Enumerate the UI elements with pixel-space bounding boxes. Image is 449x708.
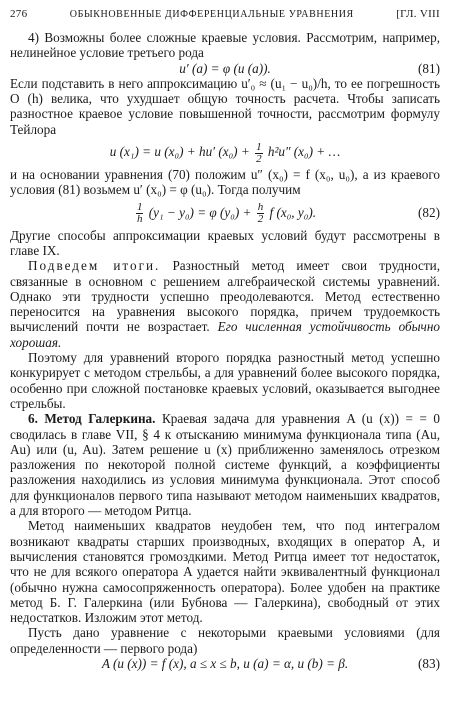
paragraph-approximation: Если подставить в него аппроксимацию u′₀ ≈ (u₁ − u₀)/h, то ее погрешность O (h) велика, что ухудшает общую точность расчета. Чтобы записать разностное краевое условие повышенной точности, рассмотрим формулу Тейлора	[10, 75, 440, 137]
eq82-fraction-1	[136, 202, 144, 225]
eq82-middle: (y₁ − y₀) = φ (y₀) +	[145, 204, 255, 220]
equation-82	[10, 198, 440, 228]
eq82-frac2-num: h	[257, 201, 264, 214]
paragraph-other-methods: Другие способы аппроксимации краевых условий будут рассмотрены в главе IX.	[10, 227, 440, 258]
taylor-left: u (x₁) = u (x₀) + hu′ (x₀) +	[109, 144, 254, 160]
taylor-frac-num: 1	[256, 140, 262, 153]
taylor-right: h²u″ (x₀) + …	[264, 144, 341, 160]
paragraph-least-squares: Метод наименьших квадратов неудобен тем, что под интегралом возникают квадраты старших производных, входящих в оператор A, и вычисления становятся громоздкими. Метод Ритца имеет тот недостаток, что не для всякого оператора A удается найти эквивалентный функционал (обычно нужна самосопряженность оператора). Более удобен на практике метод Б. Г. Галеркина (или Бубнова — Галеркина), свободный от этих недостатков. Изложим этот метод.	[10, 518, 440, 626]
paragraph-conclusion: Поэтому для уравнений второго порядка разностный метод успешно конкурирует с методом стрельбы, а для уравнений более высокого порядка, особенно при сложной постановке краевых условий, оказывается выгоднее стрельбы.	[10, 350, 440, 411]
equation-83-number: (83)	[418, 655, 440, 671]
page	[10, 8, 440, 671]
page-number: 276	[10, 8, 28, 20]
paragraph-derivation: и на основании уравнения (70) положим u″ (x₀) = f (x₀, u₀), а из краевого условия (81) возьмем u′ (x₀) = φ (u₀). Тогда получим	[10, 167, 440, 198]
running-title: ОБЫКНОВЕННЫЕ ДИФФЕРЕНЦИАЛЬНЫЕ УРАВНЕНИЯ	[69, 9, 354, 20]
chapter-label: [ГЛ. VIII	[396, 8, 440, 20]
eq82-right: f (x₀, y₀).	[266, 204, 317, 220]
summary-lead: Подведем итоги.	[28, 258, 161, 274]
paragraph-summary	[10, 258, 440, 350]
equation-81-number: (81)	[418, 60, 440, 76]
eq82-frac2-den: 2	[257, 213, 264, 226]
taylor-frac-den: 2	[256, 152, 262, 165]
galerkin-heading: 6. Метод Галеркина.	[28, 411, 156, 427]
taylor-fraction	[255, 142, 263, 165]
equation-83-body: A (u (x)) = f (x), a ≤ x ≤ b, u (a) = α, u (b) = β.	[101, 655, 349, 671]
paragraph-boundary-conditions: 4) Возможны более сложные краевые условия. Рассмотрим, например, нелинейное условие третьего рода	[10, 30, 440, 61]
equation-81-body: u′ (a) = φ (u (a)).	[179, 60, 271, 76]
eq82-frac1-num: 1	[136, 201, 143, 214]
eq82-frac1-den: h	[136, 213, 143, 226]
equation-81	[10, 61, 440, 76]
galerkin-text: Краевая задача для уравнения A (u (x)) = = 0 сводилась в главе VII, § 4 к отысканию минимума функционала типа (Au, Au) или (u, Au). Затем решение u (x) приближенно заменялось отрезком разложения по некоторой полной системе функций, а коэффициенты разложения находились из условия минимума функционала. Этот способ для функционалов первого типа называют методом наименьших квадратов, а для второго — методом Ритца.	[10, 411, 440, 519]
summary-text: Разностный метод имеет свои трудности, связанные в основном с решением алгебраической системы уравнений. Однако эти трудности успешно преодолеваются. Метод естественно переносится на уравнения высокого порядка, причем трудоемкость вычислений почти не возрастает.	[10, 258, 440, 335]
paragraph-equation-setup: Пусть дано уравнение с некоторыми краевыми условиями (для определенности — первого рода)	[10, 625, 440, 656]
eq82-fraction-2	[257, 202, 265, 225]
summary-italic: Его численная устойчивость обычно хорошая.	[10, 319, 440, 350]
equation-83	[10, 656, 440, 671]
paragraph-galerkin	[10, 411, 440, 518]
running-header	[10, 8, 440, 30]
taylor-formula	[10, 137, 440, 167]
equation-82-number: (82)	[418, 204, 440, 220]
